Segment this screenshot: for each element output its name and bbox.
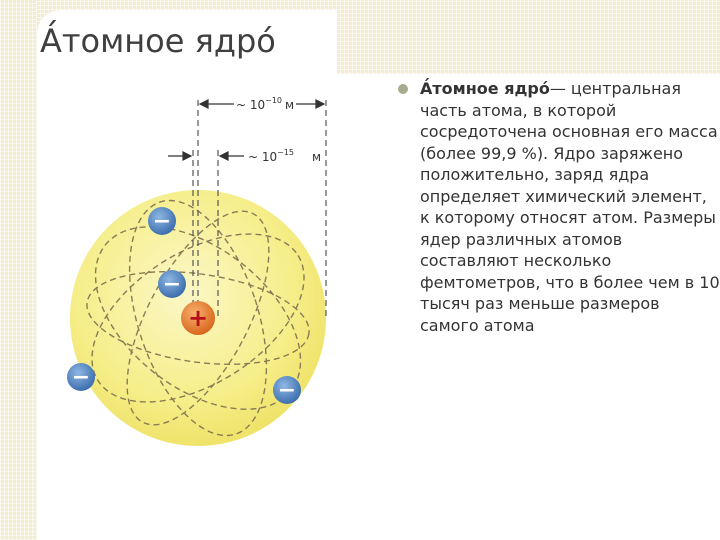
nucleus	[181, 301, 215, 335]
atom-size-label: ~ $10^{-10}$	[236, 96, 283, 112]
electron-3	[67, 363, 95, 391]
bullet-definition: — центральная часть атома, в которой сосредоточена основная его масса (более 99,9 %). Ядро заряжено положительно, заряд ядра определяет химический элемент, к которому относят атом. Размеры ядер различных атомов составляют несколько фемтометров, что в более чем в 10 тысяч раз меньше размеров самого атома	[420, 79, 720, 335]
electron-sign: −	[277, 378, 297, 403]
electron-sign: −	[152, 209, 172, 234]
nucleus-size-unit: м	[312, 150, 322, 164]
bullet-text	[420, 78, 720, 336]
electron-2	[158, 270, 186, 298]
bullet-icon	[398, 84, 408, 94]
electron-sign: −	[71, 365, 91, 390]
left-texture-strip	[0, 0, 37, 540]
atom-size-unit: м	[285, 98, 295, 112]
electron-sign: −	[162, 272, 182, 297]
atom-diagram	[48, 90, 338, 450]
electron-1	[148, 207, 176, 235]
electron-4	[273, 376, 301, 404]
bullet-term: А́томное ядро́	[420, 79, 550, 98]
nucleus-sign: +	[187, 304, 209, 332]
nucleus-size-label: ~ $10^{-15}$	[248, 148, 295, 164]
slide-title: А́томное ядро́	[40, 22, 276, 60]
